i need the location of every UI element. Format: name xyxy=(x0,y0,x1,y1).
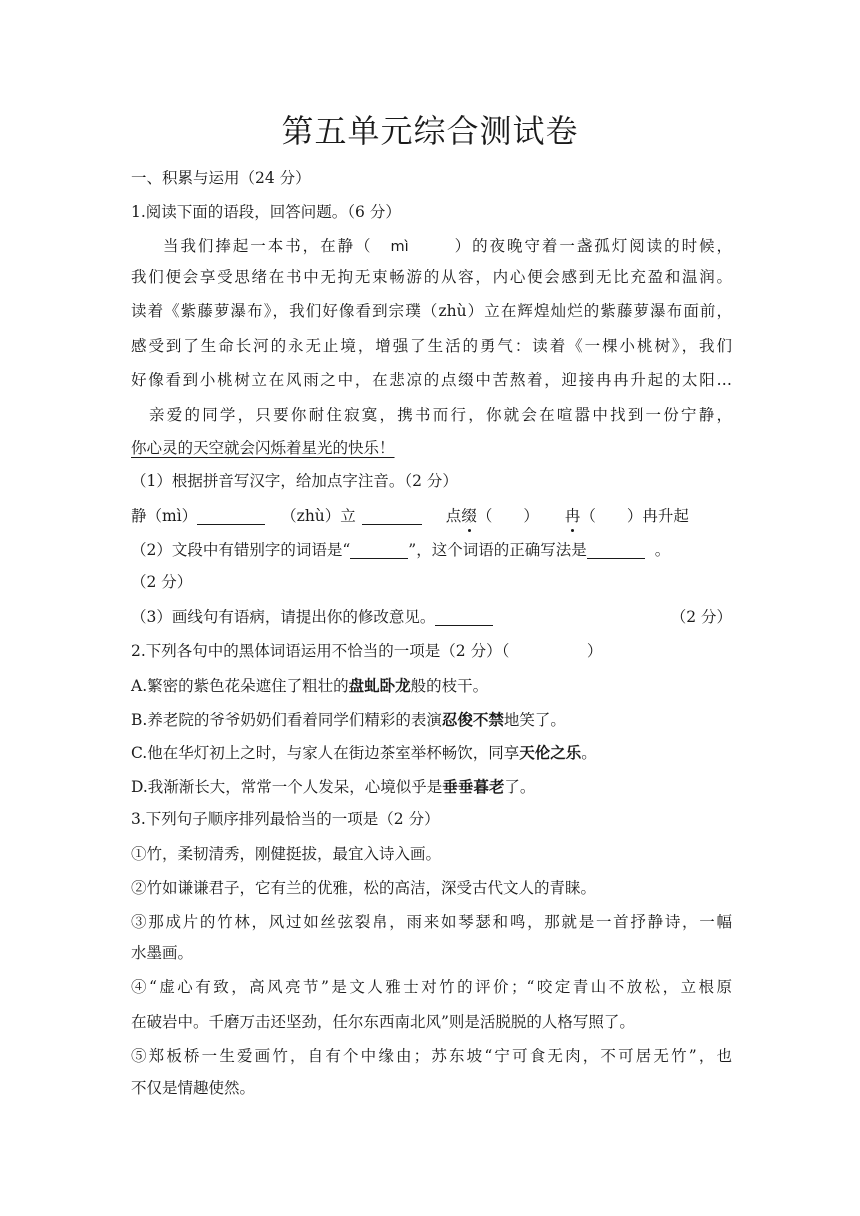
answer-blank[interactable] xyxy=(435,609,493,626)
sub-question-2 xyxy=(131,539,732,561)
option-text: A.繁密的紫色花朵遮住了粗壮的 xyxy=(131,677,349,695)
option-text: B.养老院的爷爷奶奶们看着同学们精彩的表演 xyxy=(131,711,442,729)
underlined-sentence xyxy=(131,437,732,459)
underlined-text: 你心灵的天空就会闪烁着星光的快乐！ xyxy=(131,439,395,457)
sentence-5-line-1: ⑤郑板桥一生爱画竹，自有个中缘由；苏东坡“宁可食无肉，不可居无竹”，也 xyxy=(131,1047,732,1065)
item-b-label: （zhù）立 xyxy=(281,507,356,525)
passage-text: ）的夜晚守着一盏孤灯阅读的时候， xyxy=(452,237,732,255)
sentence-4-line-2: 在破岩中。千磨万击还坚劲，任尔东西南北风”则是活脱脱的人格写照了。 xyxy=(131,1013,635,1031)
option-text: D.我渐渐长大，常常一个人发呆，心境似乎是 xyxy=(131,778,443,796)
dotted-char: 冉 xyxy=(564,507,581,525)
passage-line-1 xyxy=(131,235,732,258)
sentence-3-line-1: ③那成片的竹林，风过如丝弦裂帛，雨来如琴瑟和鸣，那就是一首抒静诗，一幅 xyxy=(131,913,732,931)
option-d[interactable] xyxy=(131,776,732,798)
question-2-stem: 2.下列各句中的黑体词语运用不恰当的一项是（2 分）（ ） xyxy=(131,642,603,660)
sub-question-1-items xyxy=(131,505,732,527)
sub-question-2-text: ”，这个词语的正确写法是 xyxy=(408,541,587,559)
item-c-pre: 点 xyxy=(445,507,462,525)
section-heading: 一、积累与运用（24 分） xyxy=(131,169,311,187)
dotted-char: 缀 xyxy=(461,507,477,525)
option-c[interactable] xyxy=(131,742,732,764)
question-3-stem: 3.下列句子顺序排列最恰当的一项是（2 分） xyxy=(131,810,440,828)
passage-line-6: 亲爱的同学，只要你耐住寂寞，携书而行，你就会在喧嚣中找到一份宁静， xyxy=(149,406,732,424)
passage-line-5: 好像看到小桃树立在风雨之中，在悲凉的点缀中苦熬着，迎接冉冉升起的太阳… xyxy=(131,371,732,389)
option-b[interactable] xyxy=(131,709,732,731)
answer-blank[interactable] xyxy=(197,508,265,525)
question-1-stem: 1.阅读下面的语段，回答问题。（6 分） xyxy=(131,203,401,221)
bold-term: 忍俊不禁 xyxy=(441,710,504,729)
passage-line-4: 感受到了生命长河的永无止境，增强了生活的勇气：读着《一棵小桃树》，我们 xyxy=(131,337,732,355)
passage-line-3: 读着《紫藤萝瀑布》，我们好像看到宗璞（zhù）立在辉煌灿烂的紫藤萝瀑布面前， xyxy=(131,302,732,320)
answer-blank[interactable] xyxy=(350,542,408,559)
item-a-label: 静（mì） xyxy=(131,507,198,525)
item-d-post: 冉升起 xyxy=(642,507,689,525)
sub-question-1: （1）根据拼音写汉字，给加点字注音。（2 分） xyxy=(131,472,458,490)
sentence-3-line-2: 水墨画。 xyxy=(131,944,194,962)
option-text: 。 xyxy=(581,744,597,762)
page-title: 第五单元综合测试卷 xyxy=(281,112,579,150)
sentence-5-line-2: 不仅是情趣使然。 xyxy=(131,1079,256,1097)
option-text: 了。 xyxy=(504,778,536,796)
sub-question-3 xyxy=(131,606,732,628)
answer-paren[interactable]: （ ） xyxy=(580,507,643,525)
sub-question-2-text: 。 xyxy=(654,541,671,559)
sub-question-3-text: （3）画线句有语病，请提出你的修改意见。 xyxy=(131,608,436,626)
option-text: C.他在华灯初上之时，与家人在街边茶室举杯畅饮，同享 xyxy=(131,744,520,762)
option-a[interactable] xyxy=(131,675,732,697)
sub-question-2-text: （2）文段中有错别字的词语是“ xyxy=(131,541,351,559)
answer-blank[interactable] xyxy=(587,542,645,559)
sentence-1: ①竹，柔韧清秀，刚健挺拔，最宜入诗入画。 xyxy=(131,845,442,863)
option-text: 般的枝干。 xyxy=(410,677,489,695)
sentence-4-line-1: ④“虚心有致，高风亮节”是文人雅士对竹的评价；“咬定青山不放松，立根原 xyxy=(131,978,732,996)
bold-term: 天伦之乐 xyxy=(519,743,582,762)
answer-paren[interactable]: （ ） xyxy=(476,507,539,525)
bold-term: 垂垂暮老 xyxy=(442,777,505,796)
option-text: 地笑了。 xyxy=(503,711,566,729)
answer-blank[interactable] xyxy=(362,508,422,525)
bold-term: 盘虬卧龙 xyxy=(348,676,411,695)
score-label: （2 分） xyxy=(670,608,732,626)
passage-text: 当我们捧起一本书，在静（ xyxy=(163,237,373,255)
pinyin-mi: mì xyxy=(390,239,409,255)
sentence-2: ②竹如谦谦君子，它有兰的优雅，松的高洁，深受古代文人的青睐。 xyxy=(131,879,597,897)
passage-line-2: 我们便会享受思绪在书中无拘无束畅游的从容，内心便会感到无比充盈和温润。 xyxy=(131,268,732,286)
sub-question-2-score: （2 分） xyxy=(131,573,193,591)
